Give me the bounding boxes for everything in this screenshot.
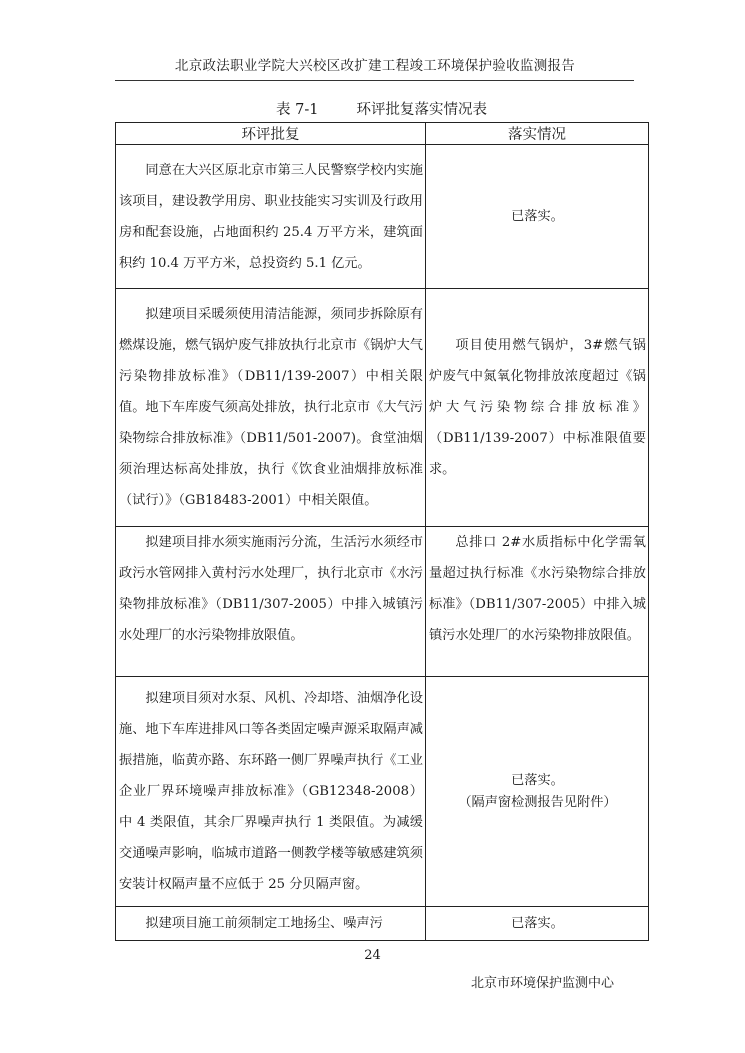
requirement-cell (116, 677, 426, 907)
status-cell (426, 907, 649, 941)
status-text: 已落实。 (511, 916, 564, 931)
requirement-cell (116, 527, 426, 677)
table-caption (115, 98, 648, 119)
header-divider (115, 80, 634, 81)
status-note: （隔声窗检测报告见附件） (458, 794, 617, 810)
table-header-row (116, 123, 649, 145)
status-cell (426, 145, 649, 289)
page-number: 24 (364, 948, 381, 963)
status-cell (426, 527, 649, 677)
status-cell (426, 289, 649, 527)
requirement-cell (116, 289, 426, 527)
footer-organization: 北京市环境保护监测中心 (471, 976, 615, 991)
table-row (116, 145, 649, 289)
status-text: 总排口 2#水质指标中化学需氧量超过执行标准《水污染物综合排放标准》（DB11/307-2005）中排入城镇污水处理厂的水污染物排放限值。 (429, 535, 646, 643)
table-caption-title: 环评批复落实情况表 (356, 102, 487, 118)
requirement-text: 拟建项目施工前须制定工地扬尘、噪声污 (145, 916, 383, 931)
requirement-text: 拟建项目排水须实施雨污分流，生活污水须经市政污水管网排入黄村污水处理厂，执行北京市《水污染物排放标准》（DB11/307-2005）中排入城镇污水处理厂的水污染物排放限值。 (119, 535, 423, 643)
status-cell (426, 677, 649, 907)
column-header-requirement: 环评批复 (116, 123, 426, 145)
status-text: 已落实。 (511, 772, 564, 788)
requirement-text: 拟建项目须对水泵、风机、冷却塔、油烟净化设施、地下车库进排风口等各类固定噪声源采取隔声减振措施，临黄亦路、东环路一侧厂界噪声执行《工业企业厂界环境噪声排放标准》（GB12348-2008）中 4 类限值，其余厂界噪声执行 1 类限值。为减缓交通噪声影响，临城市道路一侧教学楼等敏感建筑须安装计权隔声量不应低于 25 分贝隔声窗。 (119, 691, 423, 892)
page-header: 北京政法职业学院大兴校区改扩建工程竣工环境保护验收监测报告 (174, 58, 576, 74)
table-row (116, 289, 649, 527)
table-caption-number: 表 7-1 (276, 102, 319, 118)
requirement-cell (116, 145, 426, 289)
requirement-cell (116, 907, 426, 941)
column-header-status: 落实情况 (426, 123, 649, 145)
approval-status-table (115, 122, 649, 941)
table-row (116, 907, 649, 941)
requirement-text: 同意在大兴区原北京市第三人民警察学校内实施该项目，建设教学用房、职业技能实习实训及行政用房和配套设施，占地面积约 25.4 万平方米，建筑面积约 10.4 万平方米，总投资约 5.1 亿元。 (119, 162, 423, 271)
status-text: 项目使用燃气锅炉，3#燃气锅炉废气中氮氧化物排放浓度超过《锅炉大气污染物综合排放标准》（DB11/139-2007）中标准限值要求。 (429, 338, 646, 477)
table-row (116, 527, 649, 677)
status-text: 已落实。 (511, 209, 564, 224)
requirement-text: 拟建项目采暖须使用清洁能源，须同步拆除原有燃煤设施，燃气锅炉废气排放执行北京市《锅炉大气污染物排放标准》（DB11/139-2007）中相关限值。地下车库废气须高处排放，执行北京市《大气污染物综合排放标准》（DB11/501-2007)。食堂油烟须治理达标高处排放，执行《饮食业油烟排放标准（试行）》（GB18483-2001）中相关限值。 (119, 307, 423, 508)
table-row (116, 677, 649, 907)
